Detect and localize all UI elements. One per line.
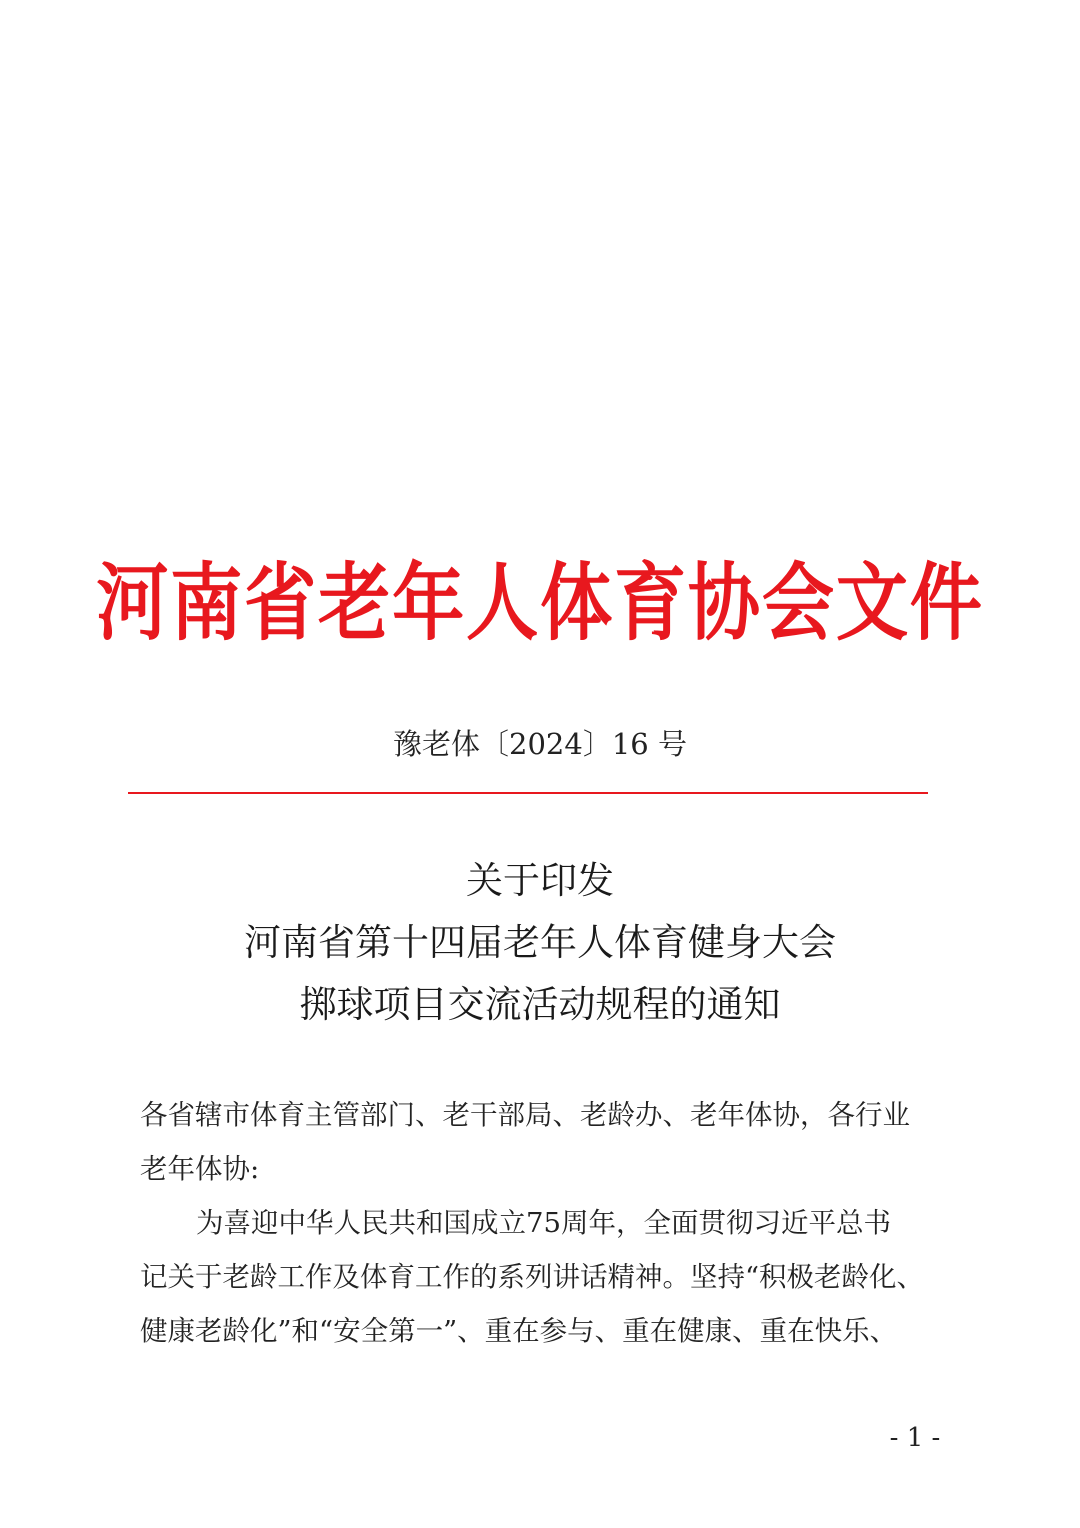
notice-body	[140, 1088, 940, 1358]
addressee-line-2: 老年体协:	[140, 1153, 260, 1185]
page-number: - 1 -	[889, 1423, 941, 1453]
document-number: 豫老体〔2024〕16 号	[393, 727, 687, 761]
addressee-line-1: 各省辖市体育主管部门、老干部局、老龄办、老年体协，各行业	[140, 1099, 910, 1131]
notice-title	[0, 850, 1080, 1036]
title-line-3: 掷球项目交流活动规程的通知	[299, 983, 781, 1026]
paragraph-line-3: 健康老龄化”和“安全第一”、重在参与、重在健康、重在快乐、	[140, 1315, 898, 1347]
paragraph-line-2: 记关于老龄工作及体育工作的系列讲话精神。坚持“积极老龄化、	[140, 1261, 925, 1293]
title-line-2: 河南省第十四届老年人体育健身大会	[244, 921, 836, 964]
issuer-heading: 河南省老年人体育协会文件	[96, 553, 984, 652]
title-line-1: 关于印发	[466, 859, 614, 902]
red-divider-line	[128, 792, 928, 794]
paragraph-line-1: 为喜迎中华人民共和国成立75周年，全面贯彻习近平总书	[196, 1207, 891, 1239]
